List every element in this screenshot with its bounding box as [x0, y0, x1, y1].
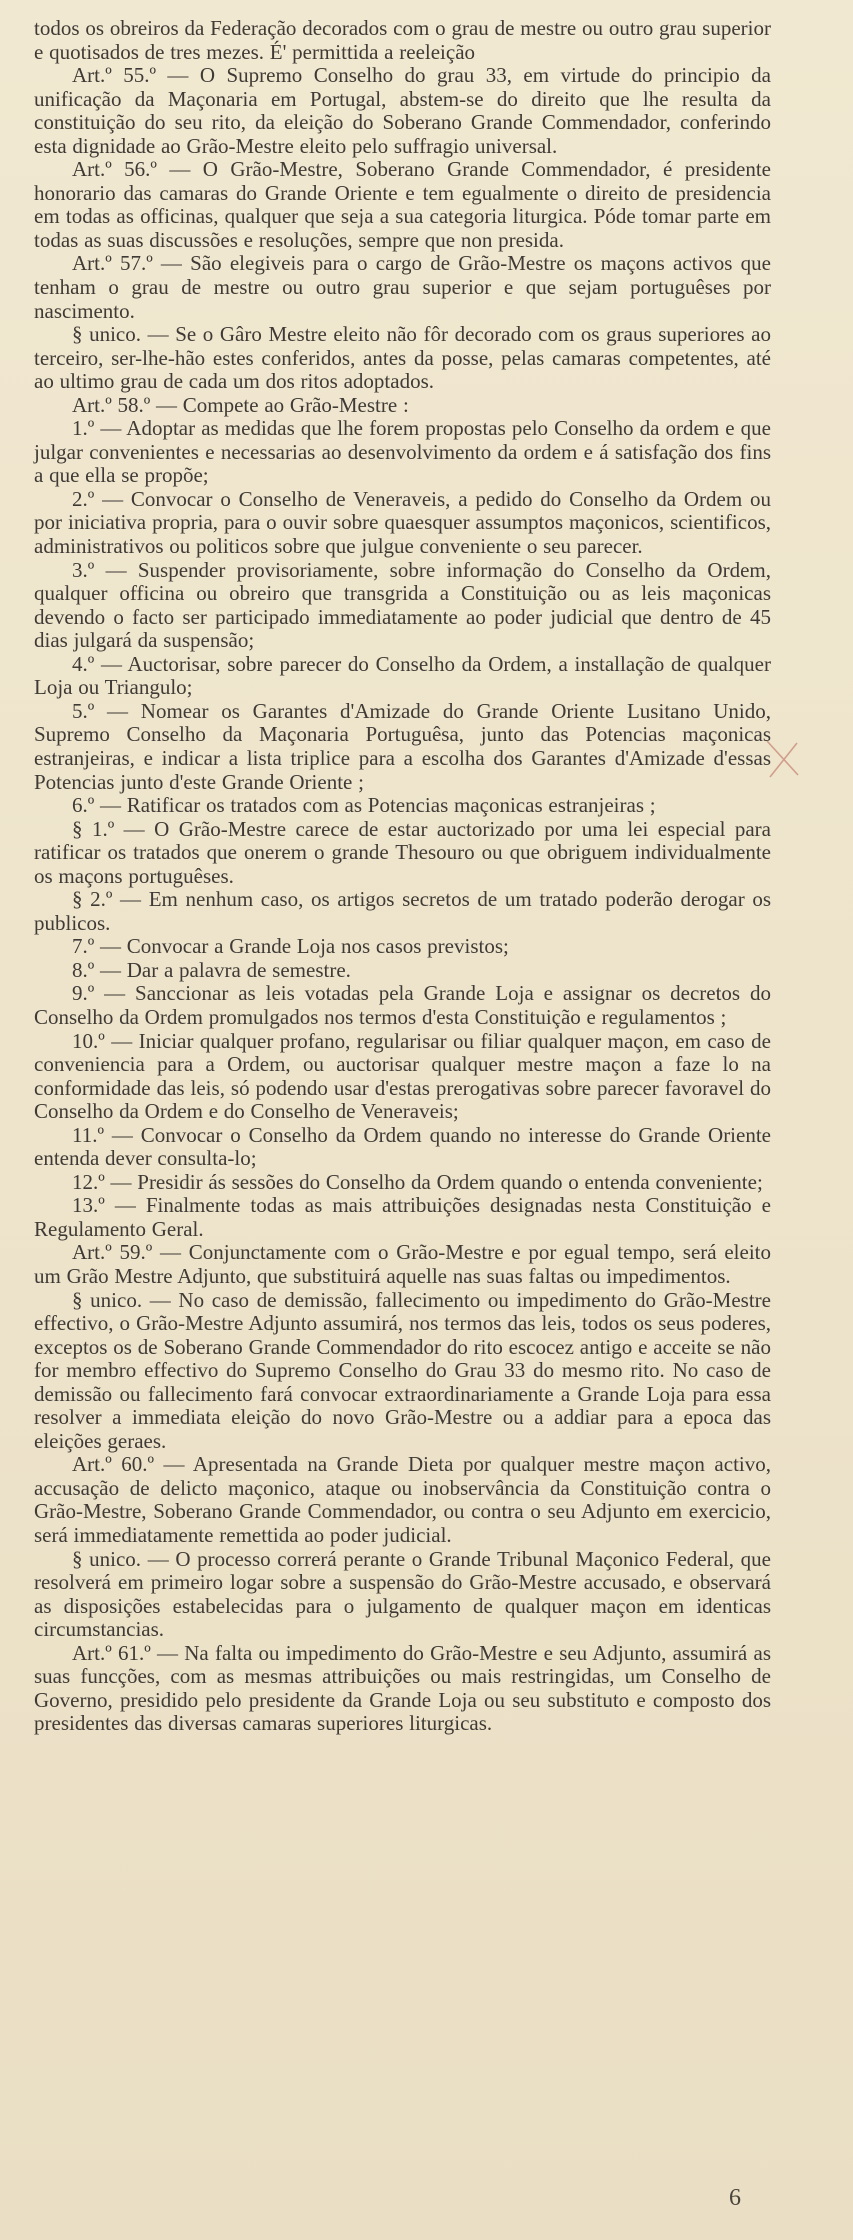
paragraph: 1.º — Adoptar as medidas que lhe forem propostas pelo Conselho da ordem e que julgar convenientes e necessarias ao desenvolvimento da ordem e á satisfação dos fins a que ella se propõe;: [34, 416, 771, 488]
paragraph: § unico. — Se o Gâro Mestre eleito não fôr decorado com os graus superiores ao terceiro, ser-lhe-hão estes conferidos, antes da posse, pelas camaras competentes, até ao ultimo grau de cada um dos ritos adoptados.: [34, 322, 771, 394]
paragraph: Art.º 57.º — São elegiveis para o cargo de Grão-Mestre os maçons activos que tenham o grau de mestre ou outro grau superior e que sejam portuguêses por nascimento.: [34, 251, 771, 323]
paragraph: Art.º 61.º — Na falta ou impedimento do Grão-Mestre e seu Adjunto, assumirá as suas funcções, com as mesmas attribuições ou mais restringidas, um Conselho de Governo, presidido pelo presidente da Grande Loja ou seu substituto e composto dos presidentes das diversas camaras superiores liturgicas.: [34, 1640, 771, 1736]
paragraph: § 2.º — Em nenhum caso, os artigos secretos de um tratado poderão derogar os publicos.: [34, 887, 771, 935]
paragraph: 11.º — Convocar o Conselho da Ordem quando no interesse do Grande Oriente entenda dever consulta-lo;: [34, 1122, 771, 1171]
paragraph: Art.º 59.º — Conjunctamente com o Grão-Mestre e por egual tempo, será eleito um Grão Mestre Adjunto, que substituirá aquelle nas suas faltas ou impedimentos.: [34, 1240, 771, 1288]
paragraph: 5.º — Nomear os Garantes d'Amizade do Grande Oriente Lusitano Unido, Supremo Conselho da Maçonaria Portuguêsa, junto das Potencias maçonicas estranjeiras, e indicar a lista triplice para a escolha dos Garantes d'Amizade d'essas Potencias junto d'este Grande Oriente ;: [34, 698, 771, 794]
paragraph: Art.º 56.º — O Grão-Mestre, Soberano Grande Commendador, é presidente honorario das camaras do Grande Oriente e tem egualmente o direito de presidencia em todas as officinas, qualquer que seja a sua categoria liturgica. Póde tomar parte em todas as suas discussões e resoluções, sempre que non presida.: [34, 157, 771, 252]
paragraph: 9.º — Sanccionar as leis votadas pela Grande Loja e assignar os decretos do Conselho da Ordem promulgados nos termos d'esta Constituição e regulamentos ;: [34, 981, 771, 1029]
paragraph: Art.º 60.º — Apresentada na Grande Dieta por qualquer mestre maçon activo, accusação de delicto maçonico, ataque ou inobservância da Constituição contra o Grão-Mestre, Soberano Grande Commendador, ou contra o seu Adjunto em exercicio, será immediatamente remettida ao poder judicial.: [34, 1452, 771, 1547]
paragraph: todos os obreiros da Federação decorados com o grau de mestre ou outro grau superior e quotisados de tres mezes. É' permittida a reeleição: [34, 16, 771, 64]
paragraph: 13.º — Finalmente todas as mais attribuições designadas nesta Constituição e Regulamento Geral.: [34, 1193, 771, 1241]
paragraph: 6.º — Ratificar os tratados com as Potencias maçonicas estranjeiras ;: [72, 793, 656, 818]
paragraph: 3.º — Suspender provisoriamente, sobre informação do Conselho da Ordem, qualquer officina ou obreiro que transgrida a Constituição ou as leis maçonicas devendo o facto ser participado immediatamente ao poder judicial que dentro de 45 dias julgará da suspensão;: [34, 557, 771, 653]
paragraph: 12.º — Presidir ás sessões do Conselho da Ordem quando o entenda conveniente;: [72, 1169, 763, 1194]
paragraph: 8.º — Dar a palavra de semestre.: [72, 957, 351, 982]
paragraph: § 1.º — O Grão-Mestre carece de estar auctorizado por uma lei especial para ratificar os tratados que onerem o grande Thesouro ou que obriguem individualmente os maçons portuguêses.: [34, 816, 771, 888]
paragraph: 2.º — Convocar o Conselho de Veneraveis, a pedido do Conselho da Ordem ou por iniciativa propria, para o ouvir sobre quaesquer assumptos maçonicos, scientificos, administrativos ou politicos sobre que julgue conveniente o seu parecer.: [34, 486, 771, 559]
paragraph: 10.º — Iniciar qualquer profano, regularisar ou filiar qualquer maçon, em caso de conveniencia para a Ordem, ou auctorisar qualquer mestre maçon a faze lo na conformidade das leis, só podendo usar d'estas prerogativas sobre parecer favoravel do Conselho da Ordem e do Conselho de Veneraveis;: [34, 1028, 771, 1124]
paragraph: § unico. — No caso de demissão, fallecimento ou impedimento do Grão-Mestre effectivo, o Grão-Mestre Adjunto assumirá, nos termos das leis, todos os seus poderes, exceptos os de Soberano Grande Commendador do rito escocez antigo e acceite se não for membro effectivo do Supremo Conselho do Grau 33 do mesmo rito. No caso de demissão ou fallecimento fará convocar extraordinariamente a Grande Loja para essa resolver a immediata eleição do novo Grão-Mestre ou a addiar para a epoca das eleições geraes.: [34, 1287, 771, 1453]
paragraph: 4.º — Auctorisar, sobre parecer do Conselho da Ordem, a installação de qualquer Loja ou Triangulo;: [34, 651, 771, 700]
paragraph: Art.º 58.º — Compete ao Grão-Mestre :: [72, 392, 409, 417]
paragraph: Art.º 55.º — O Supremo Conselho do grau 33, em virtude do principio da unificação da Maçonaria em Portugal, abstem-se do direito que lhe resulta da constituição do seu rito, da eleição do Soberano Grande Commendador, conferindo esta dignidade ao Grão-Mestre eleito pelo suffragio universal.: [34, 63, 771, 158]
margin-mark-icon: [764, 737, 804, 781]
page-number: 6: [729, 2185, 741, 2211]
paragraph: § unico. — O processo correrá perante o Grande Tribunal Maçonico Federal, que resolverá em primeiro logar sobre a suspensão do Grão-Mestre accusado, e observará as disposições estabelecidas para o julgamento de qualquer maçon em identicas circumstancias.: [34, 1546, 771, 1642]
document-body: [34, 17, 771, 1736]
paragraph: 7.º — Convocar a Grande Loja nos casos previstos;: [72, 934, 509, 959]
